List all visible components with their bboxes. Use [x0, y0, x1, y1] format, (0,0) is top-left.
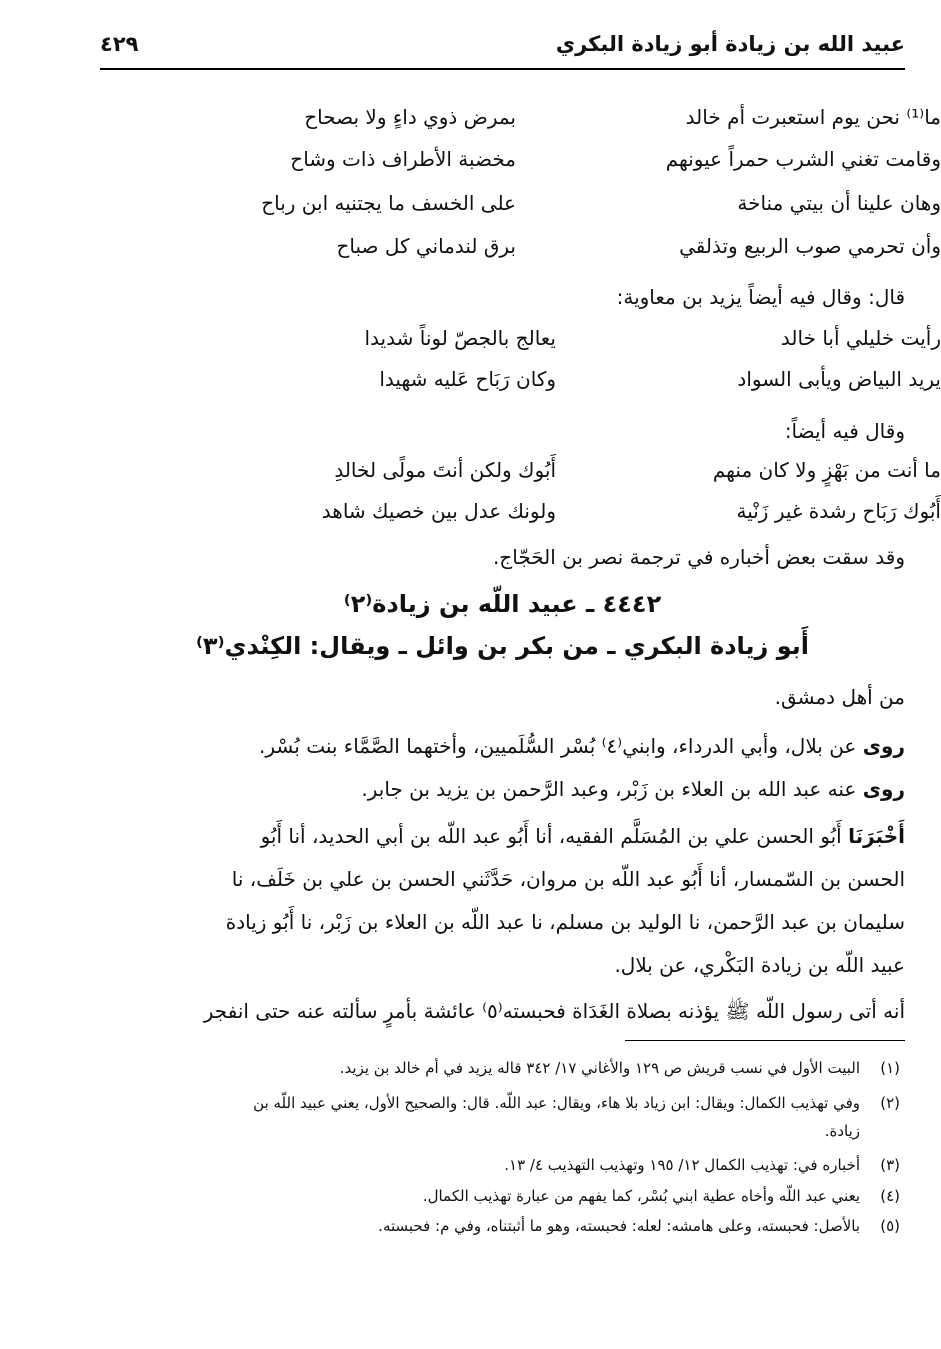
hadith-line: أنه أتى رسول اللّه ﷺ يؤذنه بصلاة الغَدَاة فحبسته⁽٥⁾ عائشة بأمرٍ سألته عنه حتى انفجر	[203, 999, 905, 1023]
footnote-rule	[625, 1040, 905, 1041]
verse-row	[136, 146, 941, 182]
verse-first-hemistich: ما⁽¹⁾ نحن يوم استعبرت أم خالد	[685, 105, 941, 129]
page-header	[100, 30, 905, 72]
verse-first-hemistich: وقامت تغني الشرب حمراً عيونهم	[665, 147, 941, 171]
footnote-number: (٢)	[880, 1094, 900, 1112]
verse-first-hemistich: وأن تحرمي صوب الربيع وتذلقي	[679, 234, 941, 258]
footnote	[95, 1186, 900, 1206]
verse-row	[136, 457, 941, 493]
isnad-text: أَبُو الحسن علي بن المُسَلَّم الفقيه، أنا أَبُو عبد اللّه بن أبي الحديد، أنا أَبُو	[260, 824, 849, 848]
verse-first-hemistich: ما أنت من بَهْزٍ ولا كان منهم	[712, 458, 941, 482]
verse-second-hemistich: ولونك عدل بين خصيك شاهد	[321, 499, 556, 523]
rawa-text: عن بلال، وأبي الدرداء، وابني⁽٤⁾ بُسْر السُّلَميين، وأختهما الصَّمَّاء بنت بُسْر.	[259, 734, 863, 758]
verse-second-hemistich: أَبُوك ولكن أنتَ مولًى لخالدِ	[334, 458, 556, 482]
narration-line	[100, 733, 905, 759]
footnote-text: البيت الأول في نسب قريش ص ١٢٩ والأغاني ١٧/ ٣٤٢ قاله يزيد في أم خالد بن يزيد.	[339, 1059, 860, 1077]
footnote-text: يعني عبد اللّه وأخاه عطية ابني بُسْر، كما يفهم من عبارة تهذيب الكمال.	[422, 1187, 860, 1205]
header-rule	[100, 68, 905, 70]
footnote	[95, 1155, 900, 1175]
verse-second-hemistich: مخضبة الأطراف ذات وشاح	[290, 147, 516, 171]
verse-first-hemistich: يريد البياض ويأبى السواد	[737, 367, 941, 391]
isnad-line	[100, 823, 905, 849]
akhbarana-keyword: أَخْبَرَنَا	[848, 824, 905, 848]
footnote-number: (٣)	[880, 1156, 900, 1174]
footnote-text: بالأصل: فحبسته، وعلى هامشه: لعله: فحبسته، وهو ما أثبتناه، وفي م: فحبسته.	[378, 1217, 860, 1235]
verse-row	[136, 104, 941, 140]
verse-row	[136, 498, 941, 534]
entry-title: ٤٤٤٢ ـ عبيد اللّه بن زيادة⁽٢⁾	[343, 590, 662, 618]
verse-second-hemistich: يعالج بالجصّ لوناً شديدا	[364, 326, 556, 350]
verse-row	[136, 325, 941, 361]
verse-first-hemistich: أَبُوك رَبَاح رشدة غير زَنْية	[736, 499, 941, 523]
footnote-number: (٥)	[880, 1217, 900, 1235]
footnote-text: وفي تهذيب الكمال: ويقال: ابن زياد بلا هاء، ويقال: عبد اللّه. قال: والصحيح الأول، يعني عبيد اللّه بن	[253, 1094, 860, 1112]
footnote-number: (٤)	[880, 1187, 900, 1205]
verse-second-hemistich: على الخسف ما يجتنيه ابن رباح	[261, 191, 516, 215]
rawa-keyword: روى	[862, 777, 905, 801]
verse-second-hemistich: بمرض ذوي داءٍ ولا بصحاح	[304, 105, 516, 129]
isnad-line: سليمان بن عبد الرَّحمن، نا الوليد بن مسلم، نا عبد اللّه بن العلاء بن زَبْر، نا أَبُو زيادة	[225, 910, 905, 934]
page-number: ٤٢٩	[100, 32, 139, 56]
verse-intro: وقال فيه أيضاً:	[784, 419, 905, 443]
footnote-number: (١)	[880, 1059, 900, 1077]
footnote	[95, 1216, 900, 1236]
verse-row	[136, 366, 941, 402]
rawa-keyword: روى	[862, 734, 905, 758]
footnote-text: أخباره في: تهذيب الكمال ١٢/ ١٩٥ وتهذيب التهذيب ٤/ ١٣.	[504, 1156, 860, 1174]
closing-line: وقد سقت بعض أخباره في ترجمة نصر بن الحَجّاج.	[492, 545, 905, 569]
verse-second-hemistich: وكان رَبَاح عَليه شهيدا	[379, 367, 556, 391]
verse-row	[136, 190, 941, 226]
rawa-text: عنه عبد الله بن العلاء بن زَبْر، وعبد الرَّحمن بن يزيد بن جابر.	[361, 777, 863, 801]
isnad-line: عبيد اللّه بن زيادة البَكْري، عن بلال.	[614, 953, 905, 977]
entry-subtitle: أَبو زيادة البكري ـ من بكر بن وائل ـ ويقال: الكِنْدي⁽٣⁾	[195, 632, 809, 660]
footnote	[95, 1121, 900, 1141]
origin-line: من أهل دمشق.	[774, 685, 905, 709]
footnote	[95, 1058, 900, 1078]
verse-row	[136, 233, 941, 269]
verse-first-hemistich: رأيت خليلي أبا خالد	[780, 326, 941, 350]
verse-second-hemistich: برق لندماني كل صباح	[336, 234, 516, 258]
isnad-line: الحسن بن السّمسار، أنا أَبُو عبد اللّه بن مروان، حَدَّثَني الحسن بن علي بن خَلَف، نا	[231, 867, 905, 891]
footnote-text: زيادة.	[824, 1122, 860, 1140]
footnote	[95, 1093, 900, 1113]
running-title: عبيد الله بن زيادة أبو زيادة البكري	[555, 32, 905, 56]
verse-first-hemistich: وهان علينا أن بيتي مناخة	[737, 191, 941, 215]
narration-line	[100, 776, 905, 802]
verse-intro: قال: وقال فيه أيضاً يزيد بن معاوية:	[616, 285, 905, 309]
